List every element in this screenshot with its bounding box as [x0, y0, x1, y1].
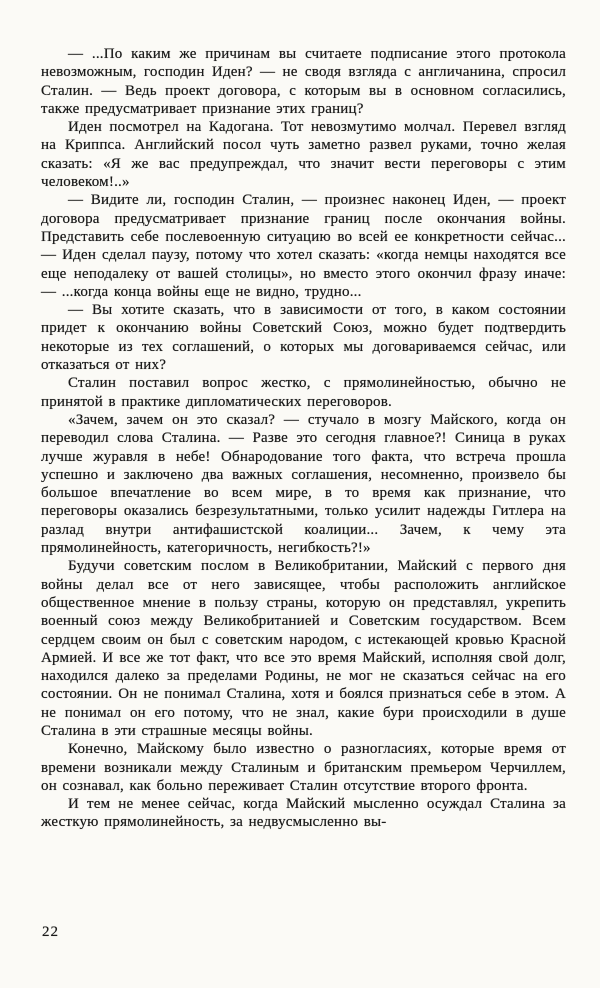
page-text — [41, 45, 566, 832]
paragraph: Иден посмотрел на Кадогана. Тот невозмутимо молчал. Перевел взгляд на Криппса. Английский посол чуть заметно развел руками, точно желая сказать: «Я же вас предупреждал, что значит вести переговоры с этим человеком!..» — [41, 119, 566, 191]
paragraph: — Видите ли, господин Сталин, — произнес наконец Иден, — проект договора предусматривает признание границ после окончания войны. Представить себе послевоенную ситуацию во всей ее конкретности сейчас... — Иден сделал паузу, потому что хотел сказать: «когда немцы находятся все еще неподалеку от вашей столицы», но вместо этого окончил фразу иначе: — ...когда конца войны еще не видно, трудно... — [41, 192, 566, 300]
paragraph: — ...По каким же причинам вы считаете подписание этого протокола невозможным, господин Иден? — не сводя взгляда с англичанина, спросил Сталин. — Ведь проект договора, с которым вы в основном согласились, также предусматривает признание этих границ? — [41, 46, 566, 117]
page-number: 22 — [42, 924, 59, 940]
paragraph: «Зачем, зачем он это сказал? — стучало в мозгу Майского, когда он переводил слова Сталина. — Разве это сегодня главное?! Синица в руках лучше журавля в небе! Обнародование того факта, что встреча прошла успешно и заключено два важных соглашения, несомненно, произвело бы большое впечатление во всем мире, в то время как признание, что переговоры оказались безрезультатными, только усилит надежды Гитлера на разлад внутри антифашистской коалиции... Зачем, к чему эта прямолинейность, категоричность, негибкость?!» — [41, 411, 566, 557]
paragraph: И тем не менее сейчас, когда Майский мысленно осуждал Сталина за жесткую прямолинейность, за недвусмысленно вы- — [41, 796, 566, 831]
paragraph: Сталин поставил вопрос жестко, с прямолинейностью, обычно не принятой в практике дипломатических переговоров. — [41, 375, 566, 410]
paragraph: — Вы хотите сказать, что в зависимости от того, в каком состоянии придет к окончанию войны Советский Союз, можно будет подтвердить некоторые из тех соглашений, о которых мы договариваемся сейчас, или отказаться от них? — [41, 302, 566, 374]
paragraph: Будучи советским послом в Великобритании, Майский с первого дня войны делал все от него зависящее, чтобы расположить английское общественное мнение в пользу страны, которую он представлял, укрепить военный союз между Великобританией и Советским государством. Всем сердцем своим он был с советским народом, с истекающей кровью Красной Армией. И все же тот факт, что все это время Майский, исполняя свой долг, находился далеко за пределами Родины, не мог не сказаться сейчас на его состоянии. Он не понимал Сталина, хотя и боялся признаться себе в этом. А не понимал он его потому, что не знал, какие бури происходили в душе Сталина в эти страшные месяцы войны. — [41, 558, 566, 739]
paragraph: Конечно, Майскому было известно о разногласиях, которые время от времени возникали между Сталиным и британским премьером Черчиллем, он сознавал, как больно переживает Сталин отсутствие второго фронта. — [41, 741, 566, 794]
